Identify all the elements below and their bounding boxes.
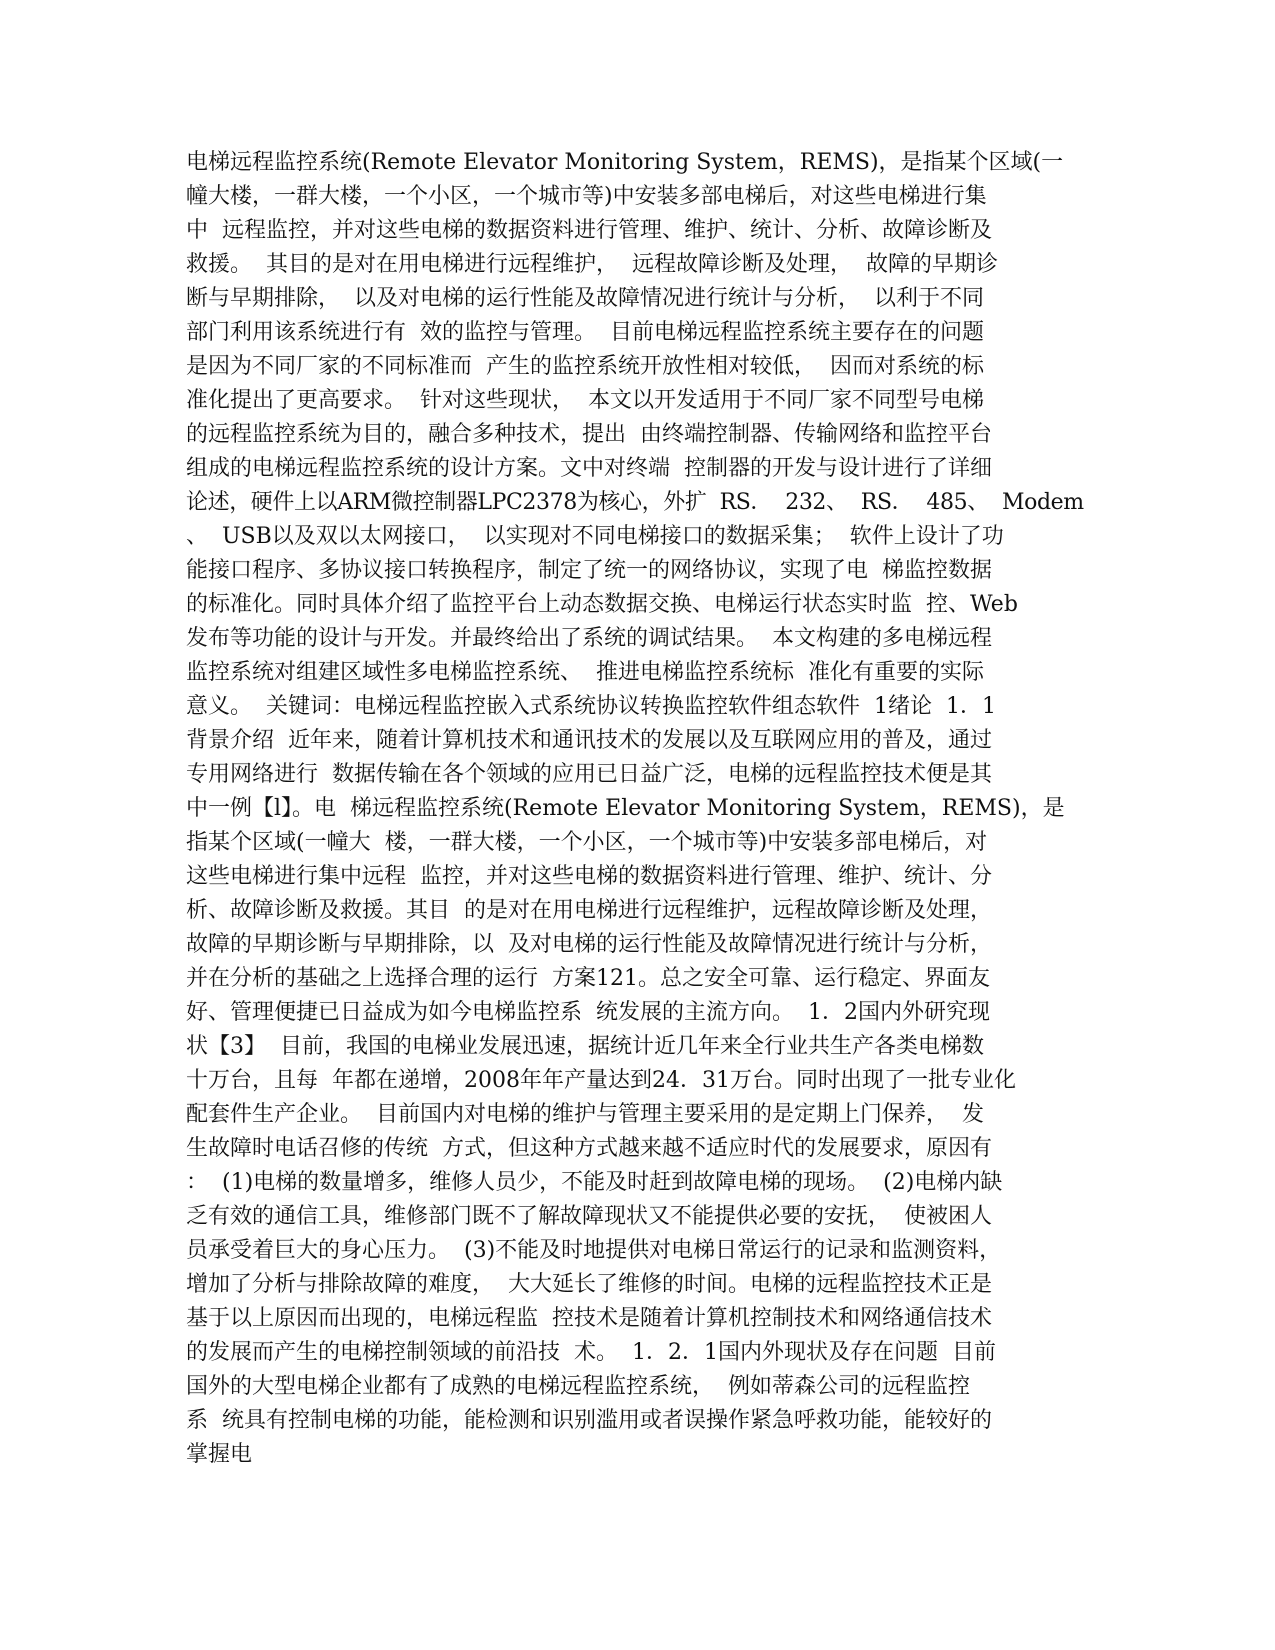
text-line: 准化提出了更高要求。 针对这些现状， 本文以开发适用于不同厂家不同型号电梯 — [186, 388, 984, 413]
text-line: 救援。 其目的是对在用电梯进行远程维护， 远程故障诊断及处理， 故障的早期诊 — [186, 252, 998, 277]
text-line: 这些电梯进行集中远程 监控，并对这些电梯的数据资料进行管理、维护、统计、分 — [186, 864, 992, 889]
text-line: 指某个区域(一幢大 楼，一群大楼，一个小区，一个城市等)中安装多部电梯后，对 — [186, 830, 988, 855]
text-line: 员承受着巨大的身心压力。 (3)不能及时地提供对电梯日常运行的记录和监测资料， — [186, 1238, 1002, 1263]
text-line: 国外的大型电梯企业都有了成熟的电梯远程监控系统， 例如蒂森公司的远程监控 — [186, 1374, 970, 1399]
text-line: 基于以上原因而出现的，电梯远程监 控技术是随着计算机控制技术和网络通信技术 — [186, 1306, 992, 1331]
text-line: 配套件生产企业。 目前国内对电梯的维护与管理主要采用的是定期上门保养， 发 — [186, 1102, 984, 1127]
text-line: 发布等功能的设计与开发。并最终给出了系统的调试结果。 本文构建的多电梯远程 — [186, 626, 992, 651]
text-line: 专用网络进行 数据传输在各个领域的应用已日益广泛，电梯的远程监控技术便是其 — [186, 762, 992, 787]
text-line: ： (1)电梯的数量增多，维修人员少，不能及时赶到故障电梯的现场。 (2)电梯内缺 — [186, 1170, 1003, 1195]
text-line: 增加了分析与排除故障的难度， 大大延长了维修的时间。电梯的远程监控技术正是 — [186, 1272, 992, 1297]
text-line: 状【3】 目前，我国的电梯业发展迅速，据统计近几年来全行业共生产各类电梯数 — [186, 1034, 984, 1059]
text-line: 是因为不同厂家的不同标准而 产生的监控系统开放性相对较低， 因而对系统的标 — [186, 354, 984, 379]
body-text — [186, 146, 1086, 1472]
text-line: 掌握电 — [186, 1442, 253, 1467]
text-line: 部门利用该系统进行有 效的监控与管理。 目前电梯远程监控系统主要存在的问题 — [186, 320, 984, 345]
text-line: 中一例【l】。电 梯远程监控系统(Remote Elevator Monitoring System，REMS)，是 — [186, 796, 1065, 821]
text-line: 幢大楼，一群大楼，一个小区，一个城市等)中安装多部电梯后，对这些电梯进行集 — [186, 184, 987, 209]
text-line: 电梯远程监控系统(Remote Elevator Monitoring System，REMS)，是指某个区域(一 — [186, 150, 1064, 175]
text-line: 背景介绍 近年来，随着计算机技术和通讯技术的发展以及互联网应用的普及，通过 — [186, 728, 992, 753]
text-line: 论述，硬件上以ARM微控制器LPC2378为核心，外扩 RS． 232、 RS． 485、 Modem — [186, 490, 1084, 515]
text-line: 、 USB以及双以太网接口， 以实现对不同电梯接口的数据采集； 软件上设计了功 — [186, 524, 1004, 549]
text-line: 并在分析的基础之上选择合理的运行 方案121。总之安全可靠、运行稳定、界面友 — [186, 966, 990, 991]
text-line: 系 统具有控制电梯的功能，能检测和识别滥用或者误操作紧急呼救功能，能较好的 — [186, 1408, 992, 1433]
text-line: 意义。 关键词：电梯远程监控嵌入式系统协议转换监控软件组态软件 1绪论 1．1 — [186, 694, 996, 719]
text-line: 生故障时电话召修的传统 方式，但这种方式越来越不适应时代的发展要求，原因有 — [186, 1136, 992, 1161]
text-line: 的发展而产生的电梯控制领域的前沿技 术。 1．2．1国内外现状及存在问题 目前 — [186, 1340, 996, 1365]
text-line: 乏有效的通信工具，维修部门既不了解故障现状又不能提供必要的安抚， 使被困人 — [186, 1204, 992, 1229]
text-line: 故障的早期诊断与早期排除，以 及对电梯的运行性能及故障情况进行统计与分析， — [186, 932, 992, 957]
text-line: 析、故障诊断及救援。其目 的是对在用电梯进行远程维护，远程故障诊断及处理， — [186, 898, 992, 923]
text-line: 监控系统对组建区域性多电梯监控系统、 推进电梯监控系统标 准化有重要的实际 — [186, 660, 984, 685]
text-line: 的远程监控系统为目的，融合多种技术，提出 由终端控制器、传输网络和监控平台 — [186, 422, 992, 447]
text-line: 中 远程监控，并对这些电梯的数据资料进行管理、维护、统计、分析、故障诊断及 — [186, 218, 992, 243]
text-line: 十万台，且每 年都在递增，2008年年产量达到24．31万台。同时出现了一批专业化 — [186, 1068, 1016, 1093]
text-line: 断与早期排除， 以及对电梯的运行性能及故障情况进行统计与分析， 以利于不同 — [186, 286, 984, 311]
text-line: 能接口程序、多协议接口转换程序，制定了统一的网络协议，实现了电 梯监控数据 — [186, 558, 992, 583]
text-line: 组成的电梯远程监控系统的设计方案。文中对终端 控制器的开发与设计进行了详细 — [186, 456, 992, 481]
text-line: 好、管理便捷已日益成为如今电梯监控系 统发展的主流方向。 1．2国内外研究现 — [186, 1000, 990, 1025]
text-line: 的标准化。同时具体介绍了监控平台上动态数据交换、电梯运行状态实时监 控、Web — [186, 592, 1018, 617]
